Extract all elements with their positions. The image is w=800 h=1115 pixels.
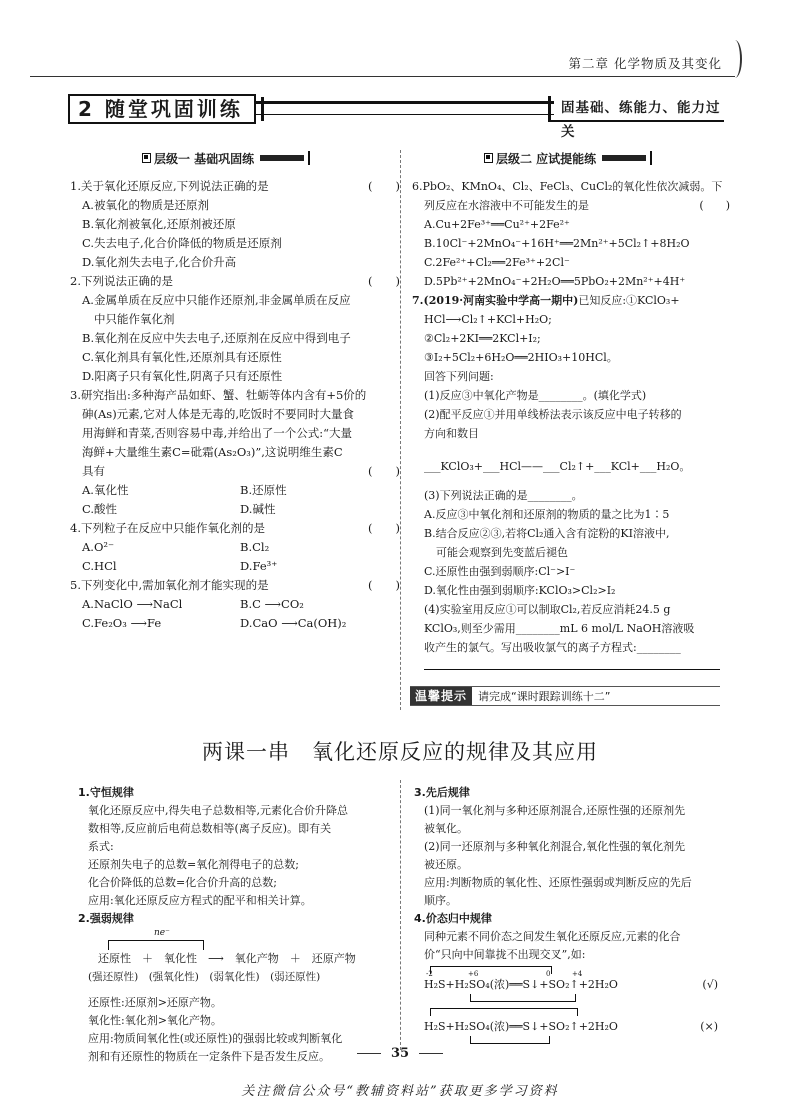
correct-mark: (√): [702, 978, 718, 991]
level-two-heading: 层级二 应试提能练: [412, 148, 730, 168]
header-rule: [30, 76, 735, 77]
chapter-title: 第二章 化学物质及其变化: [568, 56, 722, 71]
level-one-heading: 层级一 基础巩固练: [70, 148, 400, 168]
bottom-divider: [400, 780, 401, 1050]
arrow-top-1: [430, 966, 552, 974]
heading-tick: [308, 151, 310, 165]
tip-text: 请完成“课时跟踪训练十二”: [478, 690, 611, 703]
heading-bar: [602, 155, 646, 161]
header-curve: [728, 40, 742, 78]
arrow-bottom-2: [470, 1036, 550, 1044]
footer-ad: 关注微信公众号“教辅资料站”获取更多学习资料: [241, 1084, 559, 1099]
question-3: 3.研究指出:多种海产品如虾、蟹、牡蛎等体内含有+5价的 砷(As)元素,它对人体是无毒的,吃饭时不要同时大量食 用海鲜和青菜,否则容易中毒,并给出了一个公式:“大量 海鲜+大量维生素C=砒霜(As₂O₃)”,这说明维生素C 具有 ( ) A.氧化性 B.还原性 C.酸性 D.碱性: [70, 388, 400, 516]
question-1: 1.关于氧化还原反应,下列说法正确的是 ( ) A.被氧化的物质是还原剂 B.氧化剂被氧化,还原剂被还原 C.失去电子,化合价降低的物质是还原剂 D.氧化剂失去电子,化合价升高: [70, 179, 400, 269]
wrong-mark: (×): [700, 1020, 718, 1033]
flag-icon: [484, 153, 493, 163]
question-6: 6.PbO₂、KMnO₄、Cl₂、FeCl₃、CuCl₂的氧化性依次减弱。下 列反应在水溶液中不可能发生的是 ( ) A.Cu+2Fe³⁺══Cu²⁺+2Fe²⁺ B.10Cl⁻+2MnO₄⁻+16H⁺══2Mn²⁺+5Cl₂↑+8H₂O C.2Fe²⁺+Cl₂══2Fe³⁺+2Cl⁻ D.5Pb²⁺+2MnO₄⁻+2H₂O══5PbO₂+2Mn²⁺+4H⁺: [412, 180, 730, 288]
strength-diagram: ne⁻ 还原性 ＋ 氧化性 ⟶ 氧化产物 ＋ 还原产物 (强还原性) (强氧化性) (弱氧化性) (弱还原性): [88, 928, 356, 983]
section-banner: [68, 94, 724, 140]
answer-blank: [424, 658, 720, 670]
banner-slogan: 固基础、练能力、能力过关: [548, 96, 724, 122]
question-2: 2.下列说法正确的是 ( ) A.金属单质在反应中只能作还原剂,非金属单质在反应 中只能作氧化剂 B.氧化剂在反应中失去电子,还原剂在反应中得到电子 C.氧化剂具有氧化性,还原剂具有还原性 D.阳离子只有氧化性,阴离子只有还原性: [70, 274, 400, 383]
tip-label: 温馨提示: [410, 687, 472, 705]
flag-icon: [142, 153, 151, 163]
column-divider: [400, 150, 401, 710]
valence-diagram: -2 +6 0 +4 H₂S+H₂SO₄(浓)══S↓+SO₂↑+2H₂O (√) H₂S+H₂SO₄(浓)══S↓+SO₂↑+2H₂O (×): [414, 964, 726, 1048]
arrow-top-2: [430, 1008, 578, 1016]
question-4: 4.下列粒子在反应中只能作氧化剂的是 ( ) A.O²⁻ B.Cl₂ C.HCl D.Fe³⁺: [70, 521, 400, 573]
page-number: 35: [0, 1046, 800, 1061]
heading-tick: [650, 151, 652, 165]
section-title: 两课一串 氧化还原反应的规律及其应用: [202, 740, 598, 764]
rules-left: 1.守恒规律 氧化还原反应中,得失电子总数相等,元素化合价升降总 数相等,反应前后电荷总数相等(离子反应)。即有关 系式: 还原剂失电子的总数=氧化剂得电子的总数; 化合价降低的总数=化合价升高的总数; 应用:氧化还原反应方程式的配平和相关计算。 2.强弱规律 ne⁻ 还原性 ＋ 氧化性 ⟶ 氧化产物 ＋ 还原产物 (强还原性) (强氧化性) (弱氧化性) (弱还原性) 还原性:还原剂>还原产物。 氧化性:氧化剂>氧化产物。 应用:物质间氧化性(或还原性)的强弱比较或判断氧化 剂和有还原性的物质在一定条件下是否发生反应。: [78, 784, 388, 1066]
rules-right: 3.先后规律 (1)同一氧化剂与多种还原剂混合,还原性强的还原剂先 被氧化。 (2)同一还原剂与多种氧化剂混合,氧化性强的氧化剂先 被还原。 应用:判断物质的氧化性、还原性强弱或判断反应的先后 顺序。 4.价态归中规律 同种元素不同价态之间发生氧化还原反应,元素的化合 价“只向中间靠拢不出现交叉”,如: -2 +6 0 +4 H₂S+H₂SO₄(浓)══S↓+SO₂↑+2H₂O (√) H₂S+H₂SO₄(浓)══S↓+SO₂↑+2H₂O (×): [414, 784, 726, 1048]
question-7: 7.(2019·河南实验中学高一期中)已知反应:①KClO₃+ HCl⟶Cl₂↑+KCl+H₂O; ②Cl₂+2KI══2KCl+I₂; ③I₂+5Cl₂+6H₂O══2HIO₃+10HCl。 回答下列问题: (1)反应③中氧化产物是________。(填化学式) (2)配平反应①并用单线桥法表示该反应中电子转移的 方向和数目 ___KClO₃+___HCl——___Cl₂↑+___KCl+___H₂O。 (3)下列说法正确的是________。 A.反应③中氧化剂和还原剂的物质的量之比为1∶5 B.结合反应②③,若将Cl₂通入含有淀粉的KI溶液中, 可能会观察到先变蓝后褪色 C.还原性由强到弱顺序:Cl⁻>I⁻ D.氧化性由强到弱顺序:KClO₃>Cl₂>I₂ (4)实验室用反应①可以制取Cl₂,若反应消耗24.5 g KClO₃,则至少需用________mL 6 mol/L NaOH溶液吸 收产生的氯气。写出吸收氯气的离子方程式:________: [412, 291, 730, 676]
banner-line: [256, 101, 554, 115]
heading-bar: [260, 155, 304, 161]
electron-bracket: [108, 940, 204, 950]
banner-title: 2 随堂巩固训练: [68, 94, 256, 124]
arrow-bottom-1: [470, 994, 576, 1002]
warm-tip: [410, 686, 720, 706]
right-column: [412, 148, 730, 676]
question-5: 5.下列变化中,需加氧化剂才能实现的是 ( ) A.NaClO ⟶NaCl B.C ⟶CO₂ C.Fe₂O₃ ⟶Fe D.CaO ⟶Ca(OH)₂: [70, 578, 400, 630]
left-column: [70, 148, 400, 633]
